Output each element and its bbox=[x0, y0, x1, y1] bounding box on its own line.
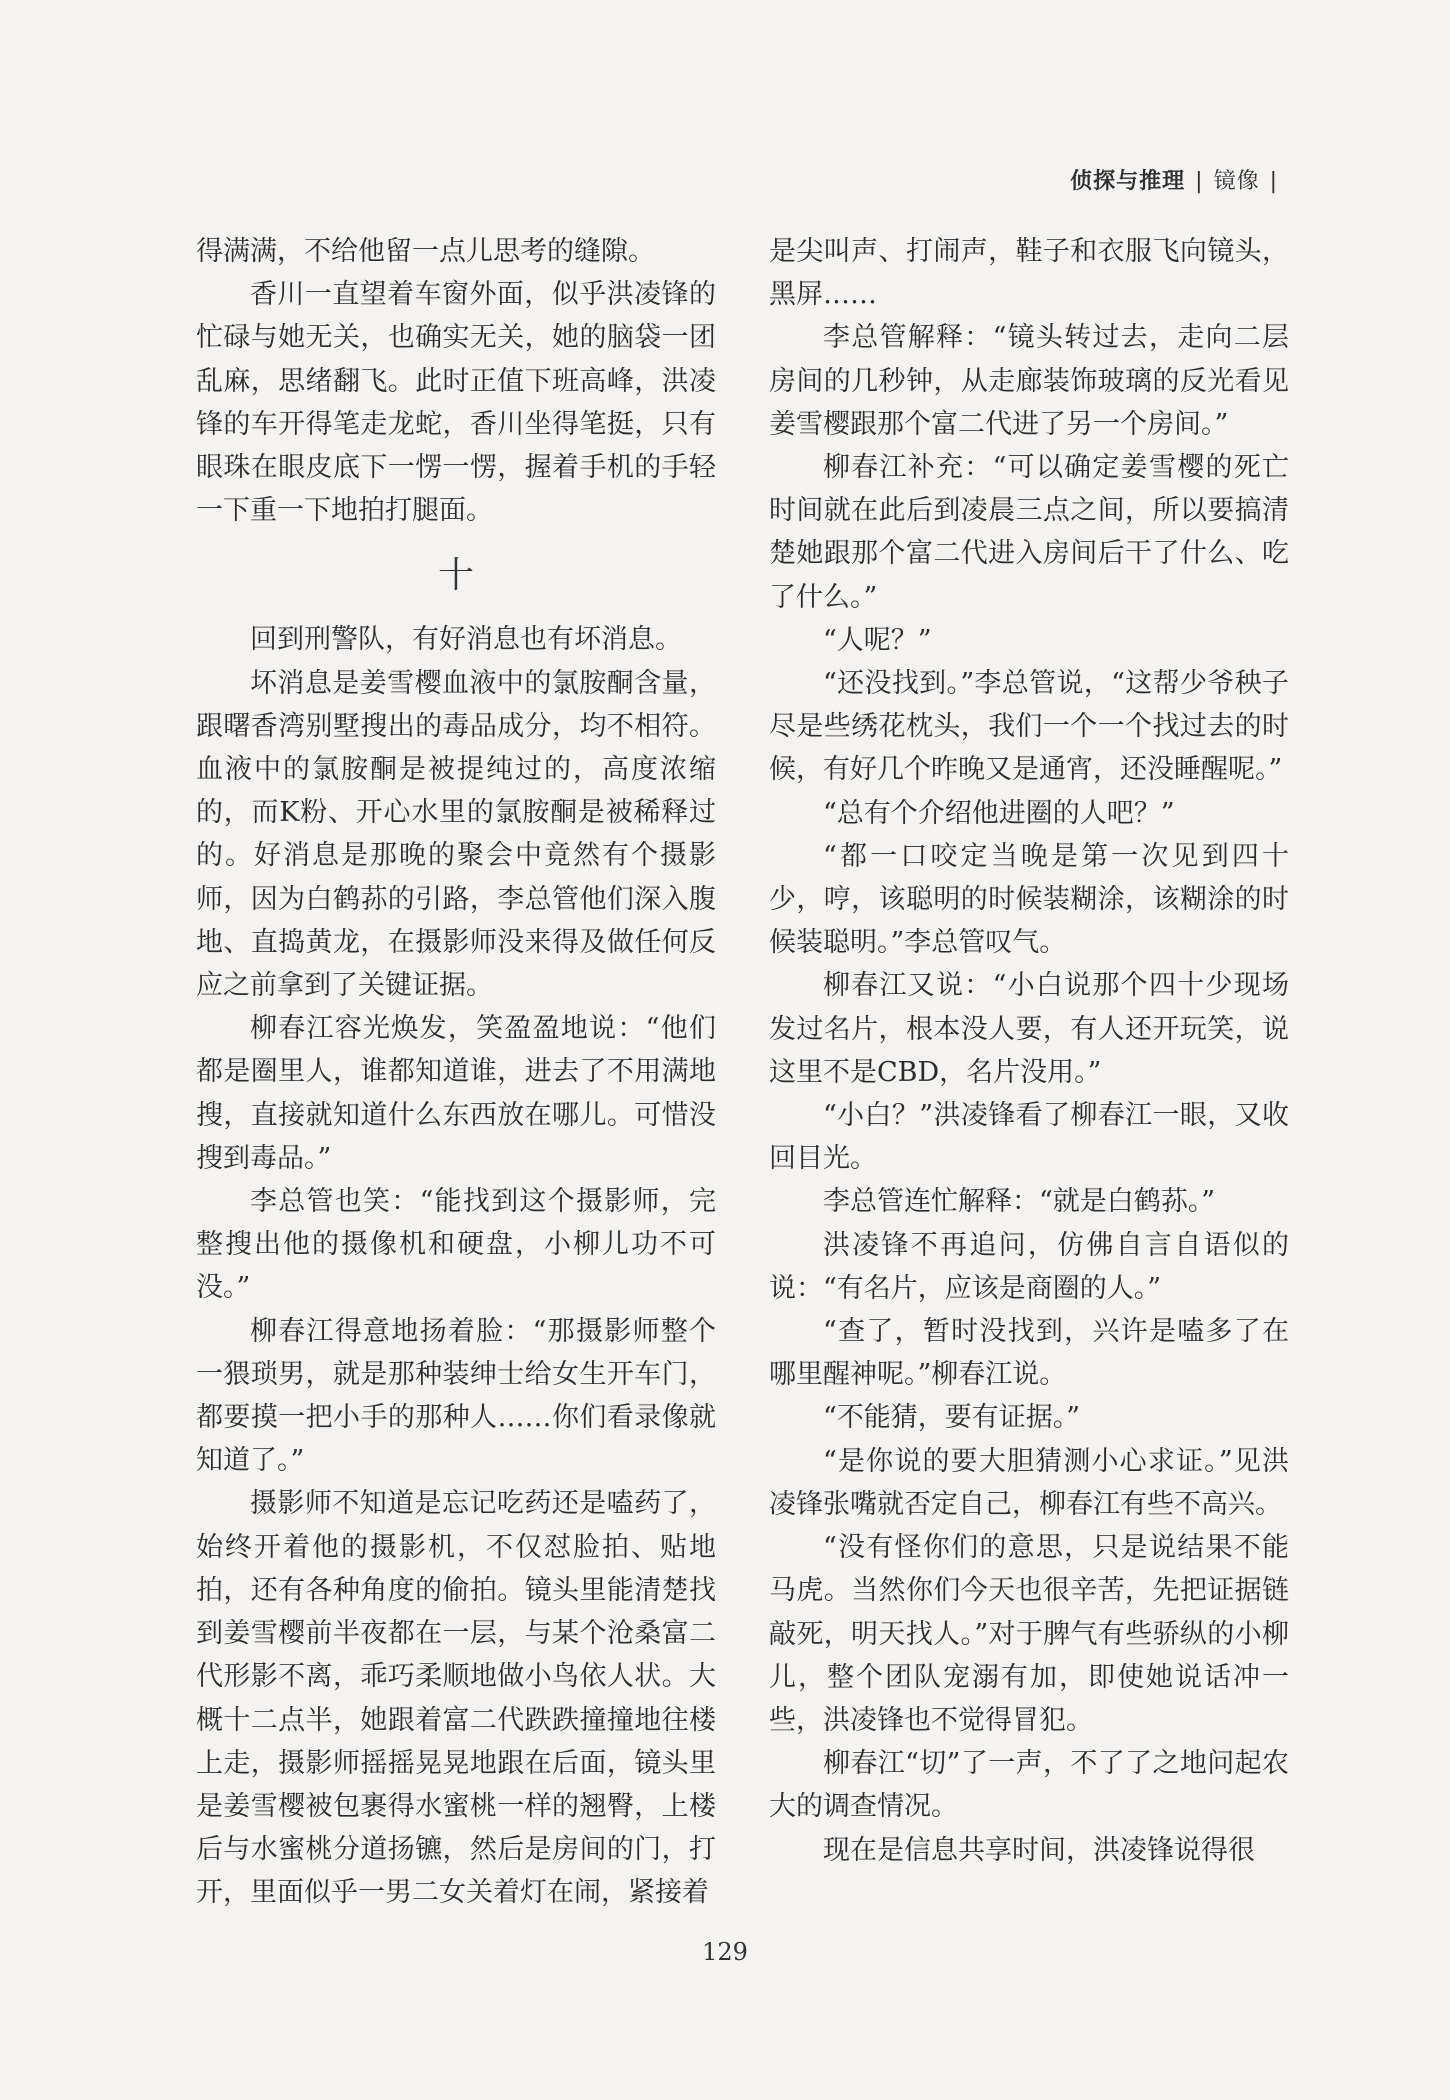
header-separator: | bbox=[1195, 169, 1204, 194]
paragraph: 摄影师不知道是忘记吃药还是嗑药了，始终开着他的摄影机，不仅怼脸拍、贴地拍，还有各种角度的偷拍。镜头里能清楚找到姜雪樱前半夜都在一层，与某个沧桑富二代形影不离，乖巧柔顺地做小鸟依人状。大概十二点半，她跟着富二代跌跌撞撞地往楼上走，摄影师摇摇晃晃地跟在后面，镜头里是姜雪樱被包裹得水蜜桃一样的翘臀，上楼后与水蜜桃分道扬镳，然后是房间的门，打开，里面似乎一男二女关着灯在闹，紧接着 bbox=[196, 1488, 716, 1909]
paragraph: “人呢？” bbox=[823, 624, 932, 656]
page-number: 129 bbox=[702, 1938, 748, 1966]
paragraph: “不能猜，要有证据。” bbox=[823, 1402, 1081, 1434]
paragraph: “没有怪你们的意思，只是说结果不能马虎。当然你们今天也很辛苦，先把证据链敲死，明天找人。”对于脾气有些骄纵的小柳儿，整个团队宠溺有加，即使她说话冲一些，洪凌锋也不觉得冒犯。 bbox=[769, 1532, 1289, 1736]
paragraph: “还没找到。”李总管说，“这帮少爷秧子尽是些绣花枕头，我们一个一个找过去的时候，有好几个昨晚又是通宵，还没睡醒呢。” bbox=[769, 668, 1289, 786]
paragraph: 回到刑警队，有好消息也有坏消息。 bbox=[250, 624, 682, 656]
paragraph: “查了，暂时没找到，兴许是嗑多了在哪里醒神呢。”柳春江说。 bbox=[769, 1316, 1289, 1391]
paragraph: 柳春江补充：“可以确定姜雪樱的死亡时间就在此后到凌晨三点之间，所以要搞清楚她跟那个富二代进入房间后干了什么、吃了什么。” bbox=[769, 452, 1289, 613]
paragraph: 柳春江又说：“小白说那个四十少现场发过名片，根本没人要，有人还开玩笑，说这里不是CBD，名片没用。” bbox=[769, 970, 1289, 1088]
paragraph: 李总管也笑：“能找到这个摄影师，完整搜出他的摄像机和硬盘，小柳儿功不可没。” bbox=[196, 1186, 716, 1304]
paragraph: 得满满，不给他留一点儿思考的缝隙。 bbox=[196, 236, 655, 267]
paragraph: 柳春江“切”了一声，不了了之地问起农大的调查情况。 bbox=[769, 1748, 1289, 1823]
paragraph: 李总管连忙解释：“就是白鹤荪。” bbox=[823, 1186, 1216, 1218]
paragraph: 柳春江容光焕发，笑盈盈地说：“他们都是圈里人，谁都知道谁，进去了不用满地搜，直接就知道什么东西放在哪儿。可惜没搜到毒品。” bbox=[196, 1013, 716, 1174]
header-end-mark: | bbox=[1269, 169, 1278, 194]
paragraph: “是你说的要大胆猜测小心求证。”见洪凌锋张嘴就否定自己，柳春江有些不高兴。 bbox=[769, 1445, 1289, 1520]
section-title: 侦探与推理 bbox=[1070, 169, 1186, 194]
paragraph: 李总管解释：“镜头转过去，走向二层房间的几秒钟，从走廊装饰玻璃的反光看见姜雪樱跟那个富二代进了另一个房间。” bbox=[769, 322, 1289, 440]
paragraph: “总有个介绍他进圈的人吧？” bbox=[823, 797, 1175, 829]
paragraph: 洪凌锋不再追问，仿佛自言自语似的说：“有名片，应该是商圈的人。” bbox=[769, 1229, 1289, 1304]
paragraph: “都一口咬定当晚是第一次见到四十少，哼，该聪明的时候装糊涂，该糊涂的时候装聪明。”李总管叹气。 bbox=[769, 840, 1289, 959]
paragraph: 柳春江得意地扬着脸：“那摄影师整个一猥琐男，就是那种装绅士给女生开车门，都要摸一把小手的那种人……你们看录像就知道了。” bbox=[196, 1315, 716, 1477]
paragraph: 现在是信息共享时间，洪凌锋说得很 bbox=[823, 1834, 1255, 1866]
right-column bbox=[769, 230, 1289, 1872]
paragraph: “小白？”洪凌锋看了柳春江一眼，又收回目光。 bbox=[769, 1100, 1289, 1175]
section-divider: 十 bbox=[437, 555, 474, 597]
running-header bbox=[1070, 164, 1288, 195]
paragraph: 坏消息是姜雪樱血液中的氯胺酮含量，跟曙香湾别墅搜出的毒品成分，均不相符。血液中的氯胺酮是被提纯过的，高度浓缩的，而K粉、开心水里的氯胺酮是被稀释过的。好消息是那晚的聚会中竟然有个摄影师，因为白鹤荪的引路，李总管他们深入腹地、直捣黄龙，在摄影师没来得及做任何反应之前拿到了关键证据。 bbox=[196, 667, 716, 1002]
paragraph: 香川一直望着车窗外面，似乎洪凌锋的忙碌与她无关，也确实无关，她的脑袋一团乱麻，思绪翻飞。此时正值下班高峰，洪凌锋的车开得笔走龙蛇，香川坐得笔挺，只有眼珠在眼皮底下一愣一愣，握着手机的手轻一下重一下地拍打腿面。 bbox=[196, 279, 716, 527]
story-title: 镜像 bbox=[1213, 169, 1260, 194]
left-column bbox=[196, 230, 716, 1915]
paragraph: 是尖叫声、打闹声，鞋子和衣服飞向镜头，黑屏…… bbox=[769, 236, 1289, 311]
